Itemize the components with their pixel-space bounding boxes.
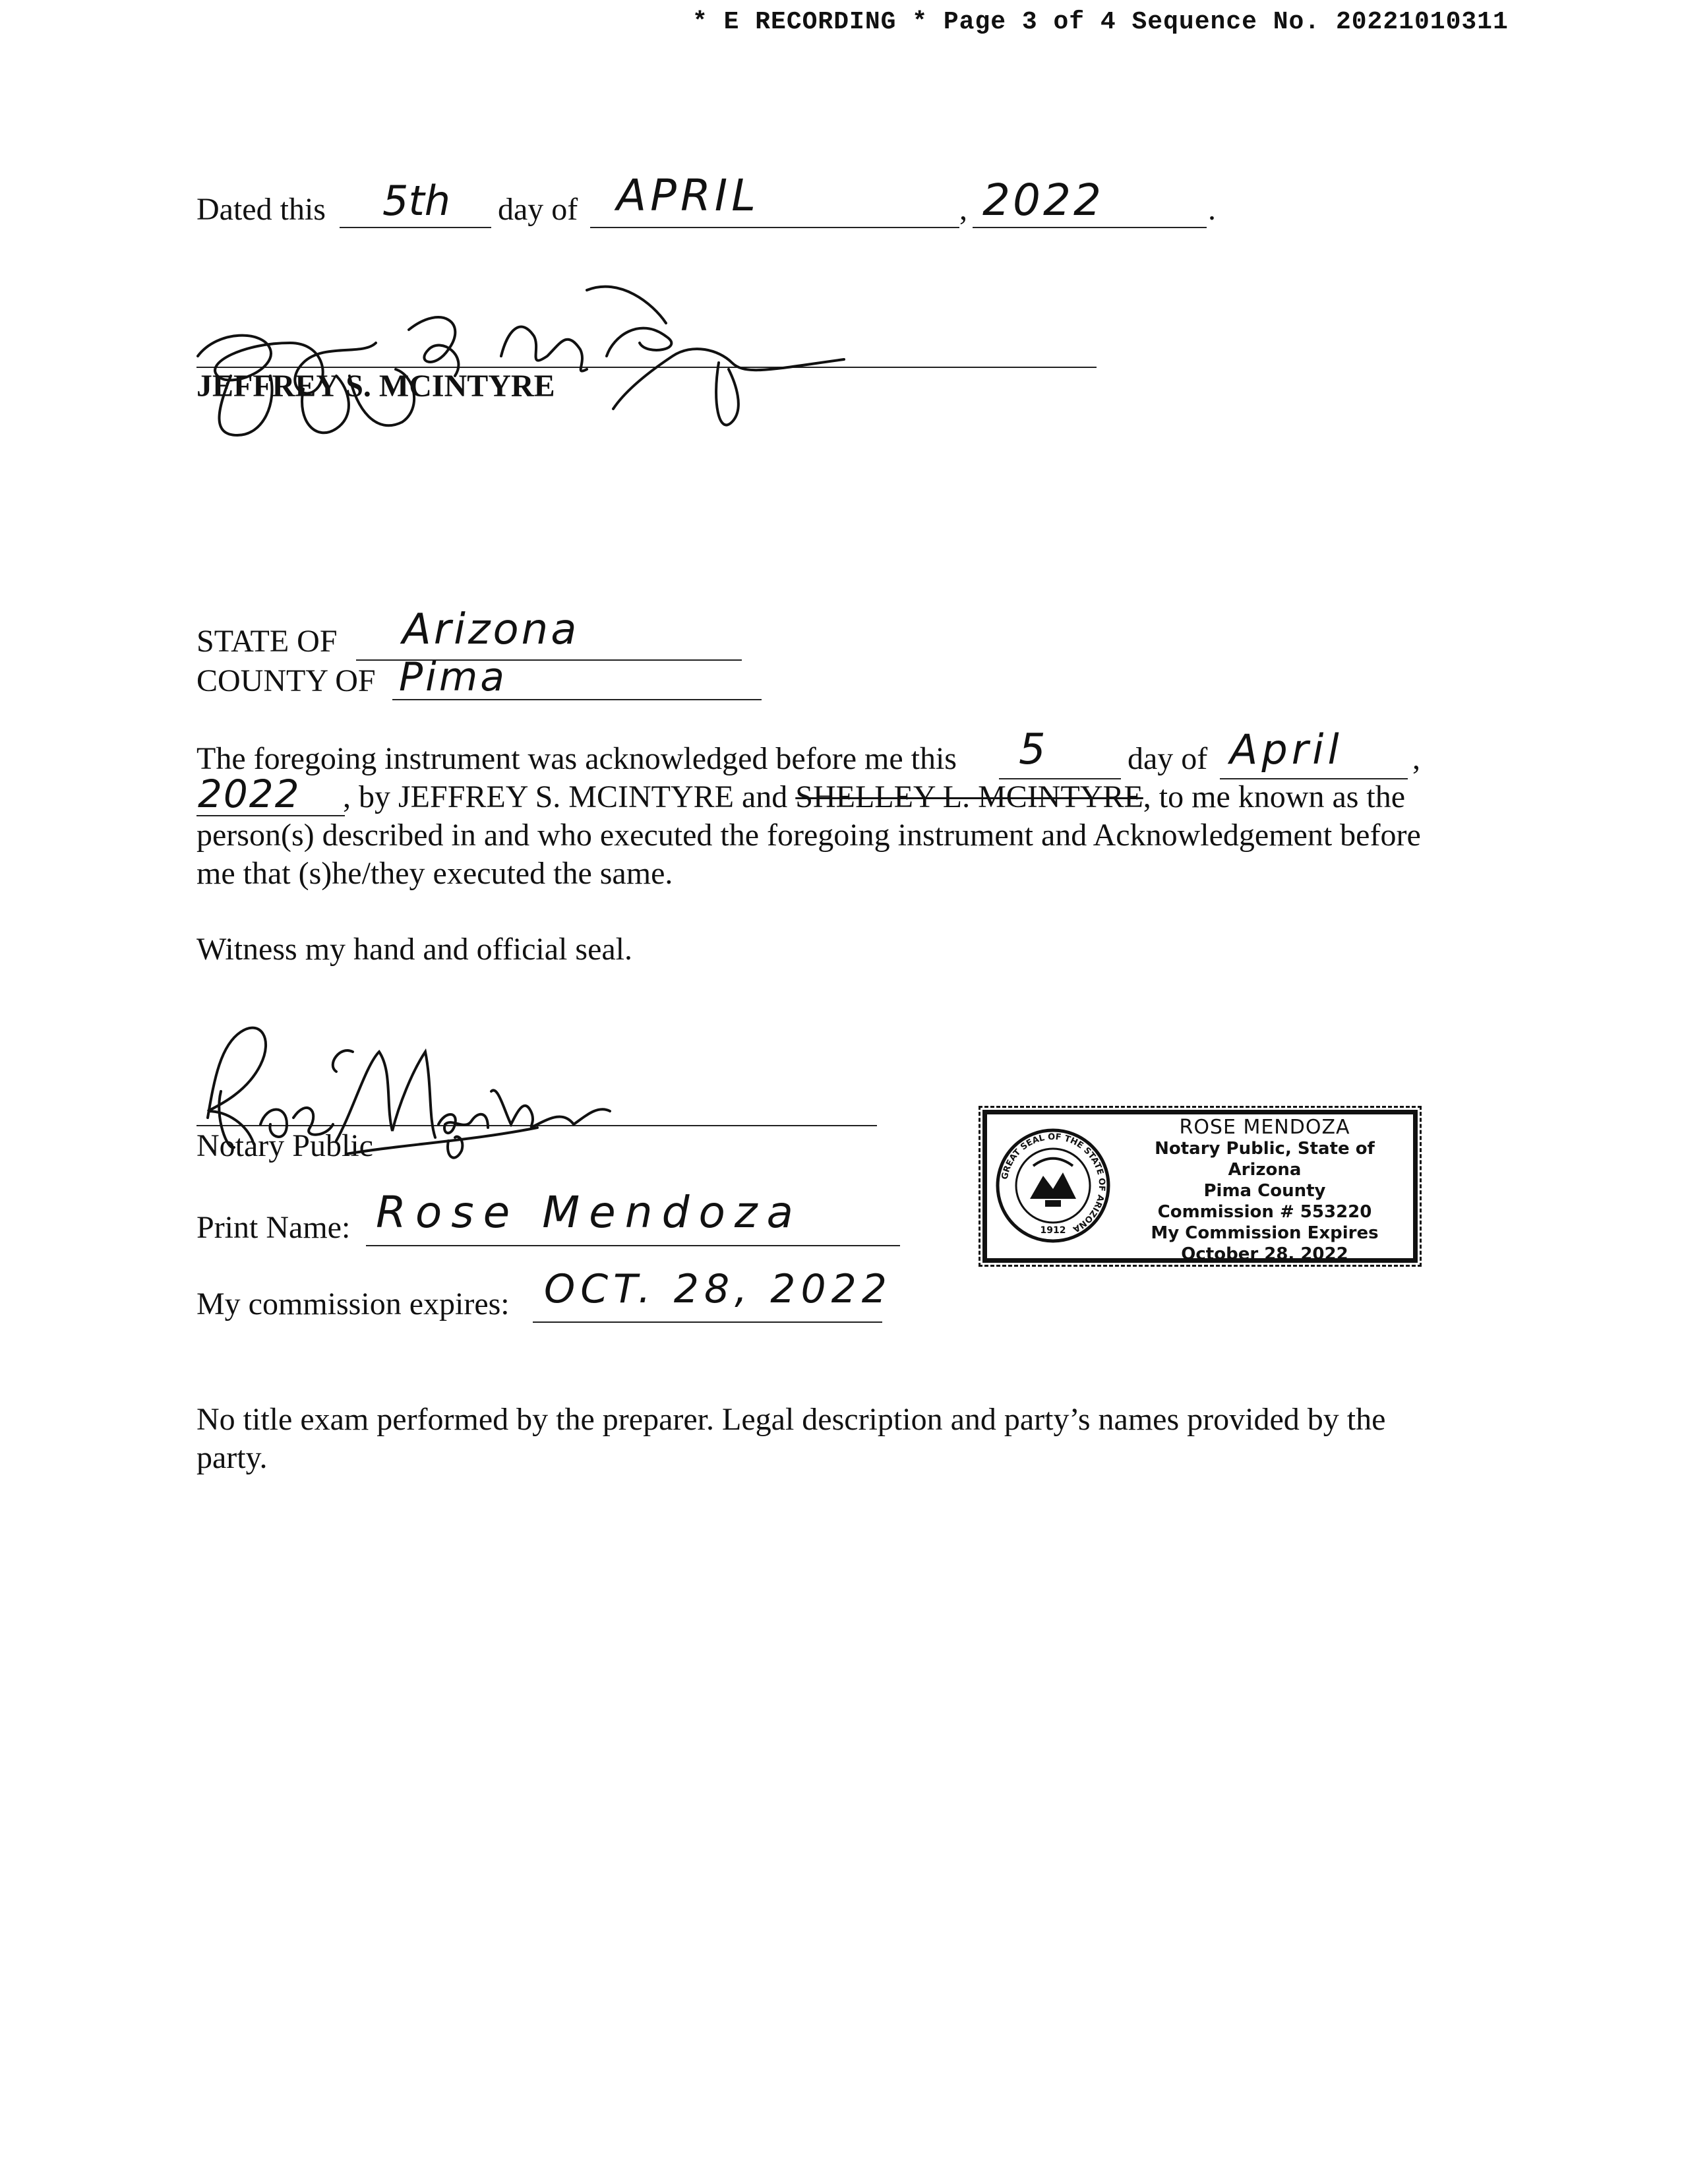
ack-struck-name: SHELLEY L. MCINTYRE xyxy=(795,779,1143,814)
ack-line-1-rest xyxy=(343,779,1405,816)
county-handwritten: Pima xyxy=(399,654,508,700)
dated-year-rule xyxy=(973,227,1207,228)
witness-statement: Witness my hand and official seal. xyxy=(196,932,633,967)
footer-note-line-2: party. xyxy=(196,1440,268,1475)
commission-handwritten: OCT. 28, 2022 xyxy=(544,1266,892,1312)
state-handwritten: Arizona xyxy=(402,605,580,654)
ack-month-handwritten: April xyxy=(1230,725,1343,774)
grantor-printed-name: JEFFREY S. MCINTYRE xyxy=(196,369,555,404)
ack-day-of: day of xyxy=(1128,741,1208,776)
ack-line-3: me that (s)he/they executed the same. xyxy=(196,856,673,891)
notary-title: Notary Public xyxy=(196,1128,373,1163)
seal-line-1: Notary Public, State of Arizona xyxy=(1155,1139,1375,1180)
county-label: COUNTY OF xyxy=(196,663,376,698)
dated-month-rule xyxy=(590,227,959,228)
dated-day-rule xyxy=(340,227,491,228)
grantor-signature xyxy=(191,277,851,455)
ack-comma: , xyxy=(1412,741,1420,776)
ack-text-3: , to me known as the xyxy=(1143,779,1406,814)
recording-banner: * E RECORDING * Page 3 of 4 Sequence No. 20221010311 xyxy=(692,8,1509,36)
dated-year-handwritten: 2022 xyxy=(982,175,1104,226)
dated-comma: , xyxy=(959,192,967,227)
seal-text-block xyxy=(1119,1117,1410,1265)
seal-line-5: October 28, 2022 xyxy=(1181,1244,1348,1264)
ack-year-handwritten: 2022 xyxy=(198,772,301,816)
state-label: STATE OF xyxy=(196,624,338,659)
state-seal-emblem xyxy=(994,1126,1112,1245)
ack-text-1: The foregoing instrument was acknowledged before me this xyxy=(196,741,957,776)
seal-emblem-year: 1912 xyxy=(1040,1225,1066,1236)
commission-label: My commission expires: xyxy=(196,1287,510,1321)
seal-line-3: Commission # 553220 xyxy=(1157,1202,1372,1222)
seal-line-4: My Commission Expires xyxy=(1151,1223,1379,1243)
seal-emblem-text: GREAT SEAL OF THE STATE OF ARIZONA xyxy=(1000,1132,1107,1234)
dated-day-of: day of xyxy=(498,192,578,227)
dated-period: . xyxy=(1208,192,1216,227)
print-name-label: Print Name: xyxy=(196,1210,351,1245)
footer-note-line-1: No title exam performed by the preparer. Legal description and party’s names provided by the xyxy=(196,1402,1386,1437)
commission-rule xyxy=(533,1321,882,1323)
ack-text-2: , by JEFFREY S. MCINTYRE and xyxy=(343,779,788,814)
notary-seal-stamp xyxy=(982,1110,1418,1263)
dated-prefix: Dated this xyxy=(196,192,326,227)
seal-name: ROSE MENDOZA xyxy=(1179,1116,1350,1139)
ack-day-handwritten: 5 xyxy=(1019,725,1046,774)
print-name-handwritten: Rose Mendoza xyxy=(376,1187,802,1238)
seal-line-2: Pima County xyxy=(1203,1181,1326,1201)
dated-day-handwritten: 5th xyxy=(382,177,451,225)
print-name-rule xyxy=(366,1245,900,1246)
ack-line-2: person(s) described in and who executed the foregoing instrument and Acknowledgement before xyxy=(196,818,1421,853)
dated-month-handwritten: APRIL xyxy=(617,170,760,221)
